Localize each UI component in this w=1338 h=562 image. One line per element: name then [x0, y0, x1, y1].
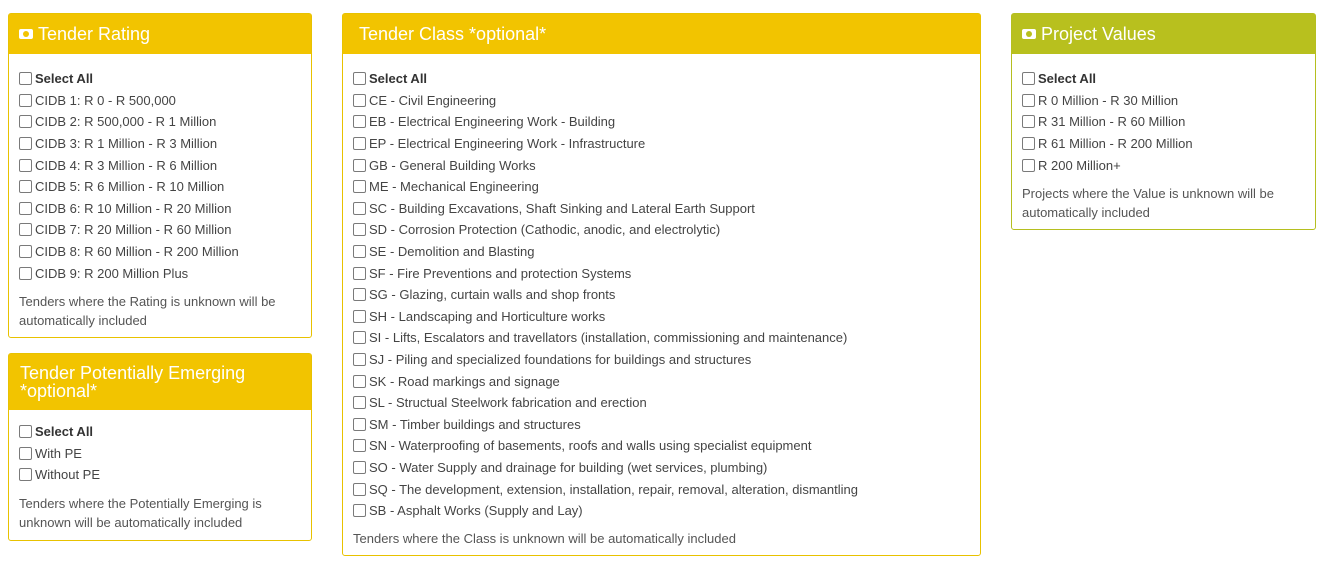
checkbox[interactable]: [19, 468, 32, 481]
checkbox[interactable]: [19, 72, 32, 85]
checkbox[interactable]: [353, 267, 366, 280]
checkbox[interactable]: [353, 288, 366, 301]
checkbox[interactable]: [19, 137, 32, 150]
class-option[interactable]: SI - Lifts, Escalators and travellators (installation, commissioning and maintenance): [353, 327, 970, 349]
checkbox[interactable]: [1022, 159, 1035, 172]
class-option[interactable]: SQ - The development, extension, installation, repair, removal, alteration, dismantling: [353, 478, 970, 500]
rating-option[interactable]: CIDB 2: R 500,000 - R 1 Million: [19, 111, 301, 133]
class-option[interactable]: SD - Corrosion Protection (Cathodic, anodic, and electrolytic): [353, 219, 970, 241]
money-icon: [1022, 29, 1036, 39]
class-option[interactable]: ME - Mechanical Engineering: [353, 176, 970, 198]
checkbox[interactable]: [1022, 94, 1035, 107]
rating-option[interactable]: CIDB 7: R 20 Million - R 60 Million: [19, 219, 301, 241]
class-option[interactable]: SL - Structual Steelwork fabrication and erection: [353, 392, 970, 414]
emerging-option[interactable]: Without PE: [19, 464, 301, 486]
values-note: Projects where the Value is unknown will be automatically included: [1022, 185, 1274, 220]
class-note: Tenders where the Class is unknown will be automatically included: [353, 531, 736, 547]
tender-class-header: [343, 14, 980, 54]
tender-emerging-header: [9, 354, 311, 410]
checkbox[interactable]: [353, 115, 366, 128]
checkbox[interactable]: [19, 447, 32, 460]
values-option[interactable]: R 61 Million - R 200 Million: [1022, 133, 1305, 155]
checkbox[interactable]: [353, 483, 366, 496]
tender-emerging-title: Tender Potentially Emerging *optional*: [20, 363, 246, 401]
class-option[interactable]: EB - Electrical Engineering Work - Building: [353, 111, 970, 133]
checkbox[interactable]: [353, 418, 366, 431]
tender-class-title: Tender Class *optional*: [359, 23, 547, 44]
rating-option[interactable]: CIDB 8: R 60 Million - R 200 Million: [19, 241, 301, 263]
checkbox[interactable]: [353, 439, 366, 452]
emerging-option[interactable]: With PE: [19, 443, 301, 465]
checkbox[interactable]: [19, 202, 32, 215]
checkbox[interactable]: [353, 223, 366, 236]
checkbox[interactable]: [353, 375, 366, 388]
checkbox[interactable]: [353, 72, 366, 85]
tender-rating-panel: [8, 13, 312, 338]
checkbox[interactable]: [19, 425, 32, 438]
class-option[interactable]: SF - Fire Preventions and protection Systems: [353, 262, 970, 284]
checkbox[interactable]: [19, 245, 32, 258]
values-select-all[interactable]: Select All: [1022, 68, 1305, 90]
checkbox[interactable]: [353, 202, 366, 215]
checkbox[interactable]: [353, 353, 366, 366]
class-option[interactable]: SB - Asphalt Works (Supply and Lay): [353, 500, 970, 522]
rating-option[interactable]: CIDB 6: R 10 Million - R 20 Million: [19, 198, 301, 220]
values-option[interactable]: R 200 Million+: [1022, 154, 1305, 176]
checkbox[interactable]: [353, 396, 366, 409]
values-option[interactable]: R 0 Million - R 30 Million: [1022, 90, 1305, 112]
checkbox[interactable]: [353, 94, 366, 107]
tender-rating-title: Tender Rating: [38, 23, 151, 44]
checkbox[interactable]: [353, 310, 366, 323]
class-select-all[interactable]: Select All: [353, 68, 970, 90]
class-option[interactable]: EP - Electrical Engineering Work - Infrastructure: [353, 133, 970, 155]
emerging-note: Tenders where the Potentially Emerging is unknown will be automatically included: [19, 495, 262, 530]
checkbox[interactable]: [1022, 72, 1035, 85]
rating-option[interactable]: CIDB 9: R 200 Million Plus: [19, 262, 301, 284]
class-option[interactable]: SG - Glazing, curtain walls and shop fronts: [353, 284, 970, 306]
checkbox[interactable]: [353, 331, 366, 344]
checkbox[interactable]: [1022, 137, 1035, 150]
class-option[interactable]: SJ - Piling and specialized foundations for buildings and structures: [353, 349, 970, 371]
rating-select-all[interactable]: Select All: [19, 68, 301, 90]
checkbox[interactable]: [19, 94, 32, 107]
checkbox[interactable]: [353, 137, 366, 150]
rating-note: Tenders where the Rating is unknown will be automatically included: [19, 293, 276, 328]
class-option[interactable]: SE - Demolition and Blasting: [353, 241, 970, 263]
class-option[interactable]: CE - Civil Engineering: [353, 90, 970, 112]
tender-class-panel: [342, 13, 981, 556]
class-option[interactable]: SC - Building Excavations, Shaft Sinking and Lateral Earth Support: [353, 198, 970, 220]
class-option[interactable]: SM - Timber buildings and structures: [353, 414, 970, 436]
checkbox[interactable]: [1022, 115, 1035, 128]
rating-option[interactable]: CIDB 1: R 0 - R 500,000: [19, 90, 301, 112]
tender-emerging-panel: [8, 353, 312, 541]
checkbox[interactable]: [19, 180, 32, 193]
checkbox[interactable]: [19, 115, 32, 128]
class-option[interactable]: GB - General Building Works: [353, 154, 970, 176]
checkbox[interactable]: [19, 267, 32, 280]
rating-option[interactable]: CIDB 4: R 3 Million - R 6 Million: [19, 154, 301, 176]
checkbox[interactable]: [19, 223, 32, 236]
project-values-panel: [1011, 13, 1316, 230]
values-option[interactable]: R 31 Million - R 60 Million: [1022, 111, 1305, 133]
checkbox[interactable]: [353, 461, 366, 474]
checkbox[interactable]: [353, 159, 366, 172]
project-values-header: [1012, 14, 1315, 54]
project-values-title: Project Values: [1041, 23, 1156, 44]
checkbox[interactable]: [19, 159, 32, 172]
tender-rating-header: [9, 14, 311, 54]
rating-option[interactable]: CIDB 3: R 1 Million - R 3 Million: [19, 133, 301, 155]
class-option[interactable]: SN - Waterproofing of basements, roofs and walls using specialist equipment: [353, 435, 970, 457]
class-option[interactable]: SK - Road markings and signage: [353, 370, 970, 392]
checkbox[interactable]: [353, 504, 366, 517]
checkbox[interactable]: [353, 180, 366, 193]
rating-option[interactable]: CIDB 5: R 6 Million - R 10 Million: [19, 176, 301, 198]
class-option[interactable]: SH - Landscaping and Horticulture works: [353, 306, 970, 328]
class-option[interactable]: SO - Water Supply and drainage for building (wet services, plumbing): [353, 457, 970, 479]
checkbox[interactable]: [353, 245, 366, 258]
money-icon: [19, 29, 33, 39]
emerging-select-all[interactable]: Select All: [19, 421, 301, 443]
